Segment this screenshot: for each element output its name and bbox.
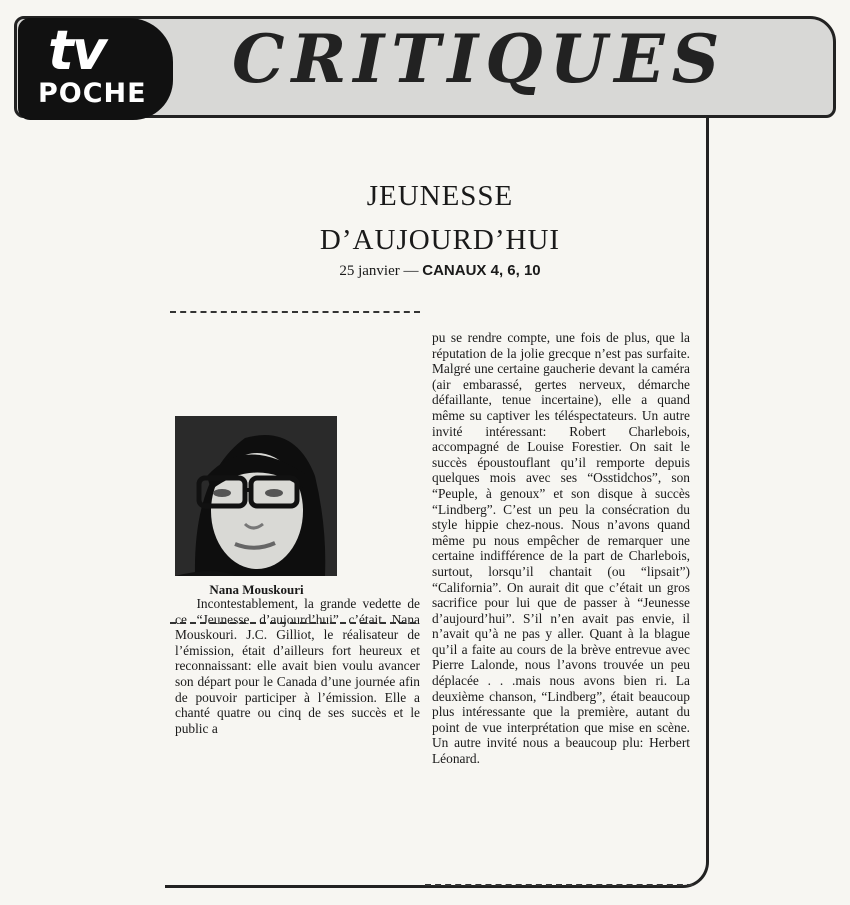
headline-line-2: D’AUJOURD’HUI bbox=[319, 224, 561, 256]
divider-bottom-left bbox=[170, 622, 416, 624]
portrait-photo bbox=[175, 416, 337, 576]
headline-line-1: JEUNESSE bbox=[366, 180, 514, 212]
article-column-1 bbox=[175, 328, 420, 736]
photo-block bbox=[175, 416, 338, 597]
column-1-text: Incontestablement, la grande vedette de ce “Jeunesse d’aujourd’hui” c’était Nana Mouskouri. J.C. Gilliot, le réalisateur de l’émission, était d’ailleurs fort heureux et reconnaissant: elle avait bien voulu avancer son départ pour le Canada d’une journée afin de pouvoir participer à l’émission. Elle a chanté quatre ou cinq de ses succès et le public a bbox=[175, 596, 420, 736]
dateline bbox=[170, 262, 710, 280]
portrait-image-icon bbox=[175, 416, 337, 576]
tv-poche-logo bbox=[18, 18, 173, 120]
logo-poche-text: POCHE bbox=[38, 78, 147, 109]
column-2-text: pu se rendre compte, une fois de plus, que la réputation de la jolie grecque n’est pas surfaite. Malgré une certaine gaucherie devant la caméra (air embarassé, gertes nerveux, démarche défaillante, tenue incertaine), elle a quand même su captiver les téléspectateurs. Un autre invité intéressant: Robert Charlebois, accompagné de Louise Forestier. On sait le succès époustouflant qu’il remporte depuis quelques mois avec ses “Osstidchos”, son “Peuple, à genoux” et son disque à succès “Lindberg”. C’est un peu la consécration du style hippie chez-nous. Nous n’avons quand même pu nous empêcher de remarquer une certaine indifférence de la part de Charlebois, surtout, lorsqu’il chantait (ou “lipsait”) “California”. On aurait dit que c’était un gros sacrifice pour lui que de passer à “Jeunesse d’aujourd’hui”. S’il n’en avait pas envie, il n’avait qu’à ne pas y aller. Quant à la blague qu’il a faite au cours de la brève entrevue avec Pierre Lalonde, nous l’avons trouvée un peu déplacée . . .mais nous avons bien ri. La deuxième chanson, “Lindberg”, était beaucoup plus intéressante que la première, autant du point de vue interprétation que mise en scène. Un autre invité nous a beaucoup plu: Herbert Léonard. bbox=[432, 330, 690, 767]
article-headline bbox=[170, 174, 710, 262]
photo-caption: Nana Mouskouri bbox=[209, 582, 304, 597]
divider-top-left bbox=[170, 311, 420, 313]
logo-tv-text: tv bbox=[48, 19, 106, 82]
broadcast-channels: CANAUX 4, 6, 10 bbox=[422, 262, 541, 279]
article-column-2 bbox=[432, 330, 690, 767]
broadcast-date: 25 janvier — bbox=[339, 263, 419, 279]
divider-bottom-right bbox=[425, 884, 693, 886]
section-title: CRITIQUES bbox=[232, 20, 727, 98]
